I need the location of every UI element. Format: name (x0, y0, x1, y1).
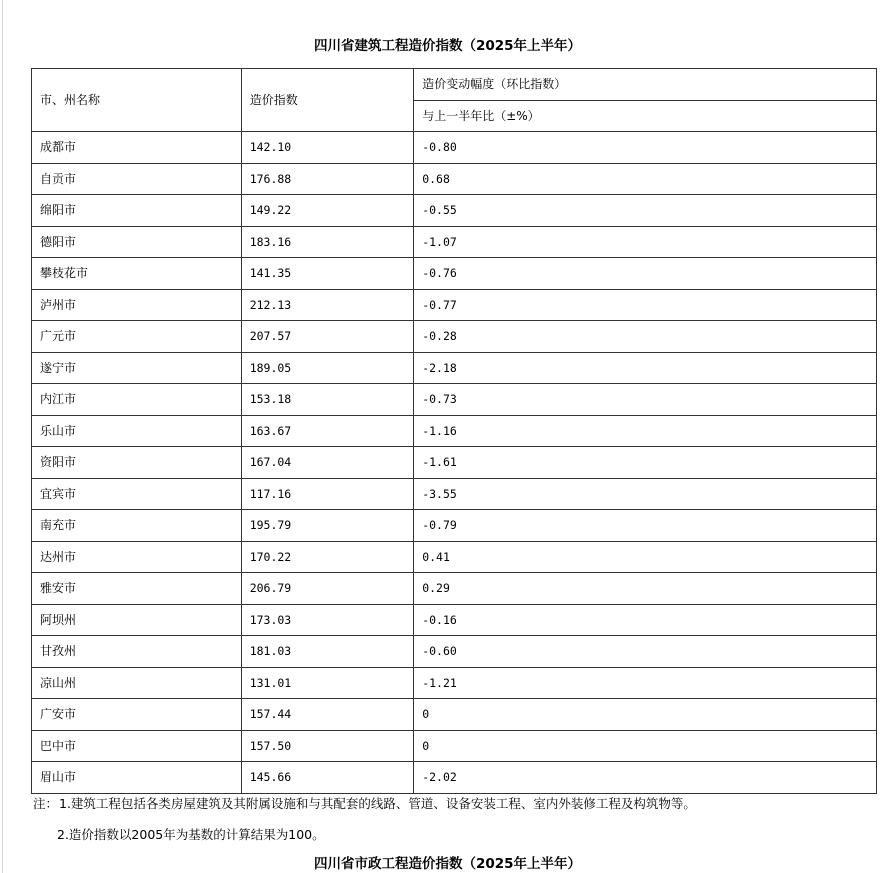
next-section-title: 四川省市政工程造价指数（2025年上半年） (313, 856, 582, 872)
cell-city: 绵阳市 (32, 195, 242, 227)
cell-change: 0 (414, 730, 877, 762)
cell-index: 157.50 (241, 730, 414, 762)
table-row (32, 289, 877, 321)
cell-change: -3.55 (414, 478, 877, 510)
cell-city: 雅安市 (32, 573, 242, 605)
cell-index: 207.57 (241, 321, 414, 353)
cell-index: 131.01 (241, 667, 414, 699)
cell-city: 攀枝花市 (32, 258, 242, 290)
cell-change: 0.68 (414, 163, 877, 195)
table-row (32, 321, 877, 353)
cell-index: 117.16 (241, 478, 414, 510)
table-row (32, 541, 877, 573)
cell-change: -1.61 (414, 447, 877, 479)
cell-index: 189.05 (241, 352, 414, 384)
cell-change: -1.16 (414, 415, 877, 447)
table-row (32, 226, 877, 258)
note-prefix: 注： (33, 796, 59, 811)
price-index-table (31, 68, 877, 794)
cell-city: 南充市 (32, 510, 242, 542)
cell-index: 149.22 (241, 195, 414, 227)
cell-index: 170.22 (241, 541, 414, 573)
table-row (32, 730, 877, 762)
cell-change: -0.73 (414, 384, 877, 416)
cell-index: 145.66 (241, 762, 414, 794)
cell-change: -2.18 (414, 352, 877, 384)
cell-index: 167.04 (241, 447, 414, 479)
cell-city: 巴中市 (32, 730, 242, 762)
cell-city: 成都市 (32, 132, 242, 164)
header-index: 造价指数 (241, 69, 414, 132)
cell-city: 泸州市 (32, 289, 242, 321)
cell-change: 0.41 (414, 541, 877, 573)
cell-change: -0.79 (414, 510, 877, 542)
cell-change: -0.76 (414, 258, 877, 290)
table-row (32, 163, 877, 195)
cell-change: -1.07 (414, 226, 877, 258)
cell-change: -0.16 (414, 604, 877, 636)
cell-index: 142.10 (241, 132, 414, 164)
note-2: 2.造价指数以2005年为基数的计算结果为100。 (57, 827, 325, 842)
cell-change: -1.21 (414, 667, 877, 699)
notes-section (33, 796, 696, 842)
cell-index: 157.44 (241, 699, 414, 731)
cell-index: 141.35 (241, 258, 414, 290)
cell-change: -0.60 (414, 636, 877, 668)
cell-change: 0 (414, 699, 877, 731)
cell-city: 自贡市 (32, 163, 242, 195)
cell-city: 达州市 (32, 541, 242, 573)
cell-index: 195.79 (241, 510, 414, 542)
table-row (32, 415, 877, 447)
cell-city: 资阳市 (32, 447, 242, 479)
cell-index: 181.03 (241, 636, 414, 668)
cell-change: 0.29 (414, 573, 877, 605)
cell-city: 宜宾市 (32, 478, 242, 510)
cell-city: 内江市 (32, 384, 242, 416)
cell-index: 212.13 (241, 289, 414, 321)
cell-city: 甘孜州 (32, 636, 242, 668)
cell-index: 163.67 (241, 415, 414, 447)
note-1-text: 1.建筑工程包括各类房屋建筑及其附属设施和与其配套的线路、管道、设备安装工程、室内外装修工程及构筑物等。 (59, 796, 696, 811)
table-row (32, 195, 877, 227)
cell-change: -0.28 (414, 321, 877, 353)
table-row (32, 478, 877, 510)
cell-index: 173.03 (241, 604, 414, 636)
header-city: 市、州名称 (32, 69, 242, 132)
note-1 (33, 796, 696, 812)
table-row (32, 762, 877, 794)
table-row (32, 447, 877, 479)
header-change-sub: 与上一半年比（±%） (414, 100, 877, 132)
table-row (32, 258, 877, 290)
cell-city: 遂宁市 (32, 352, 242, 384)
table-row (32, 510, 877, 542)
table-header-row (32, 69, 877, 101)
cell-city: 凉山州 (32, 667, 242, 699)
page-title: 四川省建筑工程造价指数（2025年上半年） (313, 38, 582, 54)
cell-change: -0.55 (414, 195, 877, 227)
table-row (32, 699, 877, 731)
cell-city: 眉山市 (32, 762, 242, 794)
cell-index: 183.16 (241, 226, 414, 258)
cell-city: 广元市 (32, 321, 242, 353)
cell-change: -0.77 (414, 289, 877, 321)
left-border-line (2, 0, 3, 873)
table-row (32, 636, 877, 668)
cell-change: -0.80 (414, 132, 877, 164)
cell-city: 乐山市 (32, 415, 242, 447)
table-row (32, 604, 877, 636)
cell-index: 153.18 (241, 384, 414, 416)
cell-index: 176.88 (241, 163, 414, 195)
cell-index: 206.79 (241, 573, 414, 605)
table-row (32, 384, 877, 416)
table-row (32, 573, 877, 605)
cell-city: 广安市 (32, 699, 242, 731)
cell-city: 阿坝州 (32, 604, 242, 636)
table-row (32, 667, 877, 699)
table-row (32, 352, 877, 384)
cell-change: -2.02 (414, 762, 877, 794)
cell-city: 德阳市 (32, 226, 242, 258)
table-row (32, 132, 877, 164)
header-change-group: 造价变动幅度（环比指数） (414, 69, 877, 101)
